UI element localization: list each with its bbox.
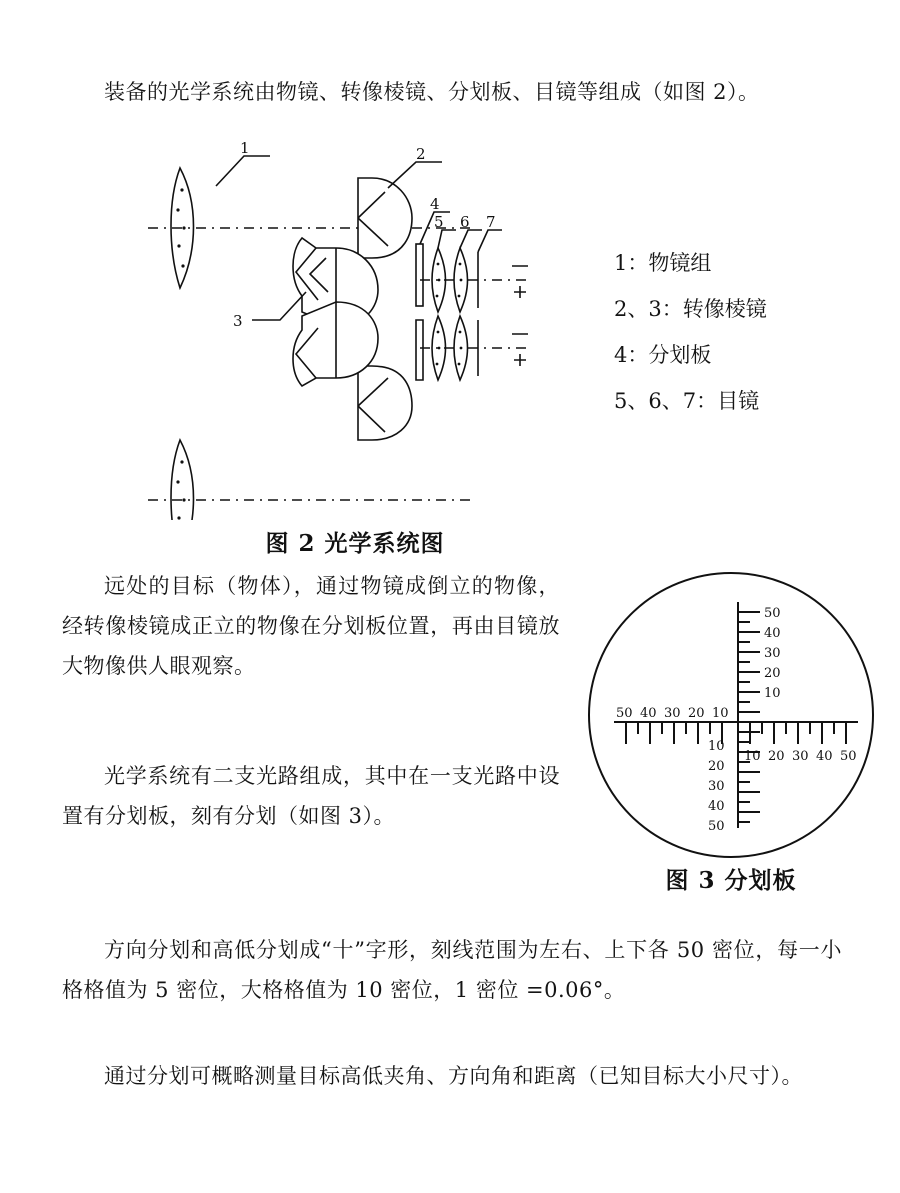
fig3-v-top-30: 30 <box>764 646 781 661</box>
fig3-h-right-40: 40 <box>816 749 833 764</box>
legend-item-4: 5、6、7：目镜 <box>614 389 760 413</box>
fig3-v-top-50: 50 <box>764 606 781 621</box>
paragraph-target-imaging: 远处的目标（物体），通过物镜成倒立的物像，经转像棱镜成正立的物像在分划板位置，再由目镜放大物像供人眼观察。 <box>62 574 560 678</box>
figure2-callout-1: 1 <box>240 140 250 157</box>
figure3-svg <box>586 570 876 860</box>
fig3-v-bot-30: 30 <box>708 779 725 794</box>
legend-item-2: 2、3：转像棱镜 <box>614 297 767 321</box>
fig3-h-right-50: 50 <box>840 749 857 764</box>
fig3-h-right-20: 20 <box>768 749 785 764</box>
fig3-v-bot-10: 10 <box>708 739 725 754</box>
legend-item-3: 4：分划板 <box>614 343 712 367</box>
fig3-h-left-40: 40 <box>640 706 657 721</box>
figure2-svg <box>120 140 590 520</box>
paragraph-intro: 装备的光学系统由物镜、转像棱镜、分划板、目镜等组成（如图 2）。 <box>104 80 760 104</box>
fig3-v-top-40: 40 <box>764 626 781 641</box>
figure3-caption: 图 3 分划板 <box>665 867 797 894</box>
paragraph-measurement: 通过分划可概略测量目标高低夹角、方向角和距离（已知目标大小尺寸）。 <box>104 1064 803 1088</box>
figure2-callout-5: 5 <box>434 213 444 231</box>
fig3-h-right-10: 10 <box>744 749 761 764</box>
figure-optical-system-diagram <box>120 140 590 520</box>
figure2-callout-6: 6 <box>460 213 470 231</box>
legend-item-1: 1：物镜组 <box>614 251 712 275</box>
figure2-callout-3: 3 <box>233 312 243 330</box>
paragraph-reticle-scale: 方向分划和高低分划成“十”字形，刻线范围为左右、上下各 50 密位，每一小格格值为 5 密位，大格格值为 10 密位，1 密位 =0.06°。 <box>62 938 842 1002</box>
figure2-caption: 图 2 光学系统图 <box>265 530 445 557</box>
fig3-h-left-30: 30 <box>664 706 681 721</box>
figure2-callout-2: 2 <box>416 145 426 163</box>
fig3-h-left-20: 20 <box>688 706 705 721</box>
fig3-v-bot-50: 50 <box>708 819 725 834</box>
fig3-v-bot-40: 40 <box>708 799 725 814</box>
fig3-v-bot-20: 20 <box>708 759 725 774</box>
fig3-h-left-50: 50 <box>616 706 633 721</box>
figure2-callout-4: 4 <box>430 195 440 213</box>
fig3-h-left-10: 10 <box>712 706 729 721</box>
fig3-h-right-30: 30 <box>792 749 809 764</box>
fig3-v-top-20: 20 <box>764 666 781 681</box>
fig3-v-top-10: 10 <box>764 686 781 701</box>
figure2-callout-7: 7 <box>486 213 496 231</box>
figure2-legend <box>614 240 884 424</box>
figure-reticle-diagram <box>586 570 876 860</box>
paragraph-optical-paths: 光学系统有二支光路组成，其中在一支光路中设置有分划板，刻有分划（如图 3）。 <box>62 764 560 828</box>
